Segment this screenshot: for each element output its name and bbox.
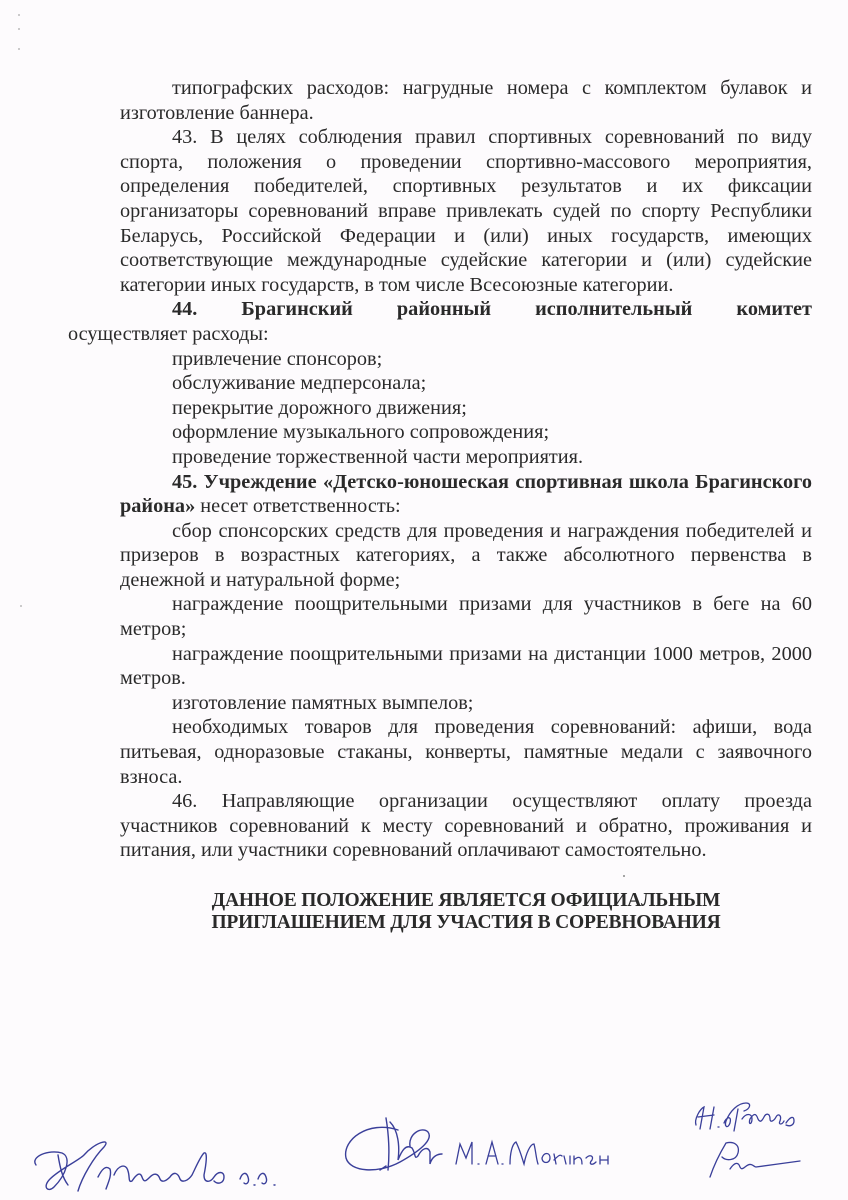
signature-center-drawing [338,1110,618,1185]
list-item-45-4: изготовление памятных вымпелов; [172,691,474,714]
list-item-44-2: обслуживание медперсонала; [172,372,427,395]
paragraph-46: 46. Направляющие организации осуществляют оплату проезда участников соревнований к месту соревнований и обратно, проживания и питания, или участники соревнований оплачивают самостоятельно. [120,790,812,862]
list-item-45-2: награждение поощрительными призами для участников в беге на 60 метров; [120,593,812,641]
signature-right [690,1095,820,1185]
list-item-45-3: награждение поощрительными призами на дистанции 1000 метров, 2000 метров. [120,642,812,690]
document-body [68,76,812,863]
notice-line-2: ПРИГЛАШЕНИЕМ ДЛЯ УЧАСТИЯ В СОРЕВНОВАНИЯ [211,912,721,933]
scan-speck [18,28,20,30]
paragraph-45-bold-lead: 45. Учреждение «Детско-юношеская спортивная школа Брагинского района» [120,470,812,518]
signature-center [338,1110,618,1185]
list-item-45-1: сбор спонсорских средств для проведения и награждения победителей и призеров в возрастных категориях, а также абсолютного первенства в денежной и натуральной форме; [120,519,812,591]
paragraph-44-bold-lead: 44. Брагинский районный исполнительный комитет [172,298,812,321]
signature-left [28,1135,298,1195]
paragraph-continued: типографских расходов: нагрудные номера с комплектом булавок и изготовление баннера. [120,77,812,124]
list-item-44-1: привлечение спонсоров; [172,347,383,370]
scan-speck [18,14,20,16]
notice-line-1: ДАННОЕ ПОЛОЖЕНИЕ ЯВЛЯЕТСЯ ОФИЦИАЛЬНЫМ [211,890,721,911]
scan-speck [20,605,22,607]
list-item-44-3: перекрытие дорожного движения; [172,396,467,419]
list-item-44-5: проведение торжественной части мероприятия. [172,445,584,468]
paragraph-44 [68,297,812,346]
scan-speck [18,48,20,50]
list-item-44-4: оформление музыкального сопровождения; [172,421,550,444]
signature-right-drawing [690,1095,820,1185]
paragraph-45-text: несет ответственность: [200,495,401,518]
scan-speck [623,875,625,877]
list-item-45-5: необходимых товаров для проведения соревнований: афиши, вода питьевая, одноразовые стаканы, конверты, памятные медали с заявочного взноса. [120,716,812,788]
paragraph-45 [120,470,812,519]
paragraph-43: 43. В целях соблюдения правил спортивных соревнований по виду спорта, положения о проведении спортивно-массового мероприятия, определения победителей, спортивных результатов и их фиксации организаторы соревнований вправе привлекать судей по спорту Республики Беларусь, Российской Федерации и (или) иных государств, имеющих соответствующие международные судейские категории и (или) судейские категории иных государств, в том числе Всесоюзные категории. [120,126,812,296]
paragraph-44-text: осуществляет расходы: [68,322,269,345]
signature-left-drawing [28,1135,298,1195]
official-invitation-notice [120,890,812,934]
